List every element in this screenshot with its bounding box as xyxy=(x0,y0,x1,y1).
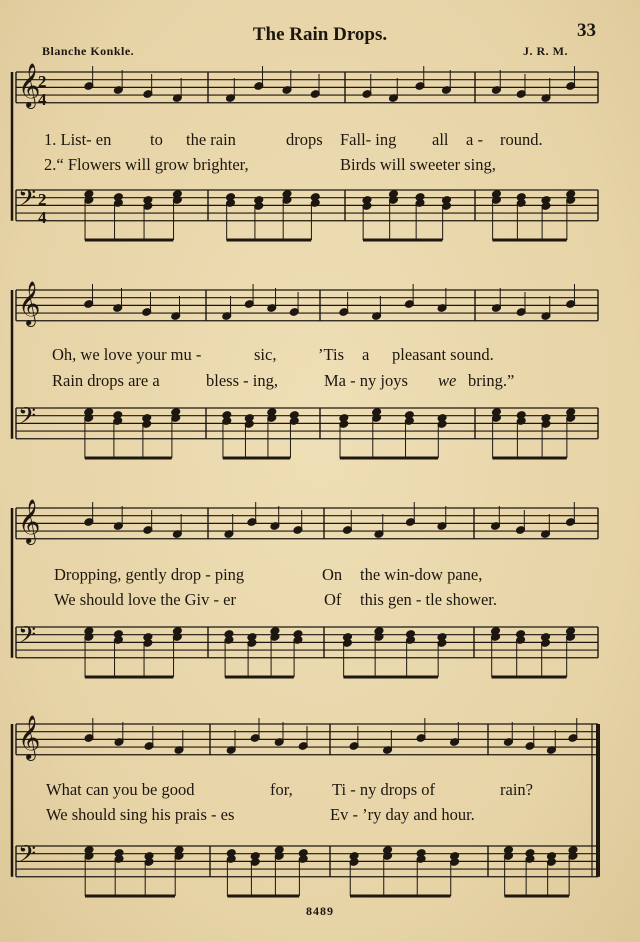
lyric-syllable: sic, xyxy=(254,345,277,364)
bass-clef-icon: 𝄢 xyxy=(18,840,37,873)
treble-clef-icon: 𝄞 xyxy=(18,499,41,543)
treble-clef-icon: 𝄞 xyxy=(18,63,41,107)
lyric-syllable: Ti - ny drops of xyxy=(332,780,435,799)
lyric-line-s2-v2 xyxy=(0,371,640,391)
lyric-syllable: pleasant sound. xyxy=(392,345,494,364)
lyric-line-s1-v2 xyxy=(0,155,640,175)
lyric-syllable: round. xyxy=(500,130,543,149)
song-title: The Rain Drops. xyxy=(252,24,388,45)
lyric-syllable: Fall- ing xyxy=(340,130,397,149)
lyric-syllable: a - xyxy=(466,130,483,149)
lyric-syllable: Ma - ny joys xyxy=(324,371,408,390)
lyric-syllable: What can you be good xyxy=(46,780,195,799)
time-sig-bottom-treble: 4 xyxy=(38,90,47,109)
time-sig-bottom-bass: 4 xyxy=(38,208,47,227)
lyric-syllable: this gen - tle shower. xyxy=(360,590,498,609)
lyric-syllable: drops xyxy=(286,130,323,149)
composer-credit: Blanche Konkle. xyxy=(42,44,135,58)
lyric-syllable: Ev - ’ry day and hour. xyxy=(330,805,475,824)
lyric-syllable: we xyxy=(438,371,457,390)
lyric-line-s2-v1 xyxy=(0,345,640,365)
lyric-syllable: a xyxy=(362,345,370,364)
page-number: 33 xyxy=(577,20,596,41)
lyric-syllable: bless - ing, xyxy=(206,371,278,390)
bass-clef-icon: 𝄢 xyxy=(18,184,37,217)
treble-clef-icon: 𝄞 xyxy=(18,715,41,759)
lyric-line-s3-v2 xyxy=(0,590,640,610)
bass-clef-icon: 𝄢 xyxy=(18,621,37,654)
lyric-syllable: Dropping, gently drop - ping xyxy=(54,565,245,584)
treble-clef-icon: 𝄞 xyxy=(18,281,41,325)
lyric-syllable: the rain xyxy=(186,130,236,149)
lyric-syllable: Birds will sweeter sing, xyxy=(340,155,496,174)
plate-number: 8489 xyxy=(306,904,334,918)
time-sig-top-treble: 2 xyxy=(38,72,47,91)
lyric-line-s1-v1 xyxy=(0,130,640,150)
lyric-syllable: We should sing his prais - es xyxy=(46,805,235,824)
lyric-syllable: the win-dow pane, xyxy=(360,565,483,584)
lyric-syllable: for, xyxy=(270,780,293,799)
lyric-syllable: We should love the Giv - er xyxy=(54,590,236,609)
lyric-syllable: Of xyxy=(324,590,342,609)
bass-clef-icon: 𝄢 xyxy=(18,402,37,435)
lyric-line-s3-v1 xyxy=(0,565,640,585)
lyric-syllable: rain? xyxy=(500,780,533,799)
lyric-line-s4-v2 xyxy=(0,805,640,825)
lyric-syllable: On xyxy=(322,565,343,584)
lyric-syllable: ’Tis xyxy=(318,345,344,364)
lyric-syllable: Oh, we love your mu - xyxy=(52,345,202,364)
lyric-syllable: Rain drops are a xyxy=(52,371,160,390)
lyric-line-s4-v1 xyxy=(0,780,640,800)
arranger-credit: J. R. M. xyxy=(523,44,568,58)
time-sig-top-bass: 2 xyxy=(38,190,47,209)
lyric-syllable: 1. List- en xyxy=(44,130,112,149)
lyric-syllable: all xyxy=(432,130,449,149)
lyric-syllable: to xyxy=(150,130,163,149)
lyric-syllable: 2.“ Flowers will grow brighter, xyxy=(44,155,249,174)
lyric-syllable: bring.” xyxy=(468,371,515,390)
